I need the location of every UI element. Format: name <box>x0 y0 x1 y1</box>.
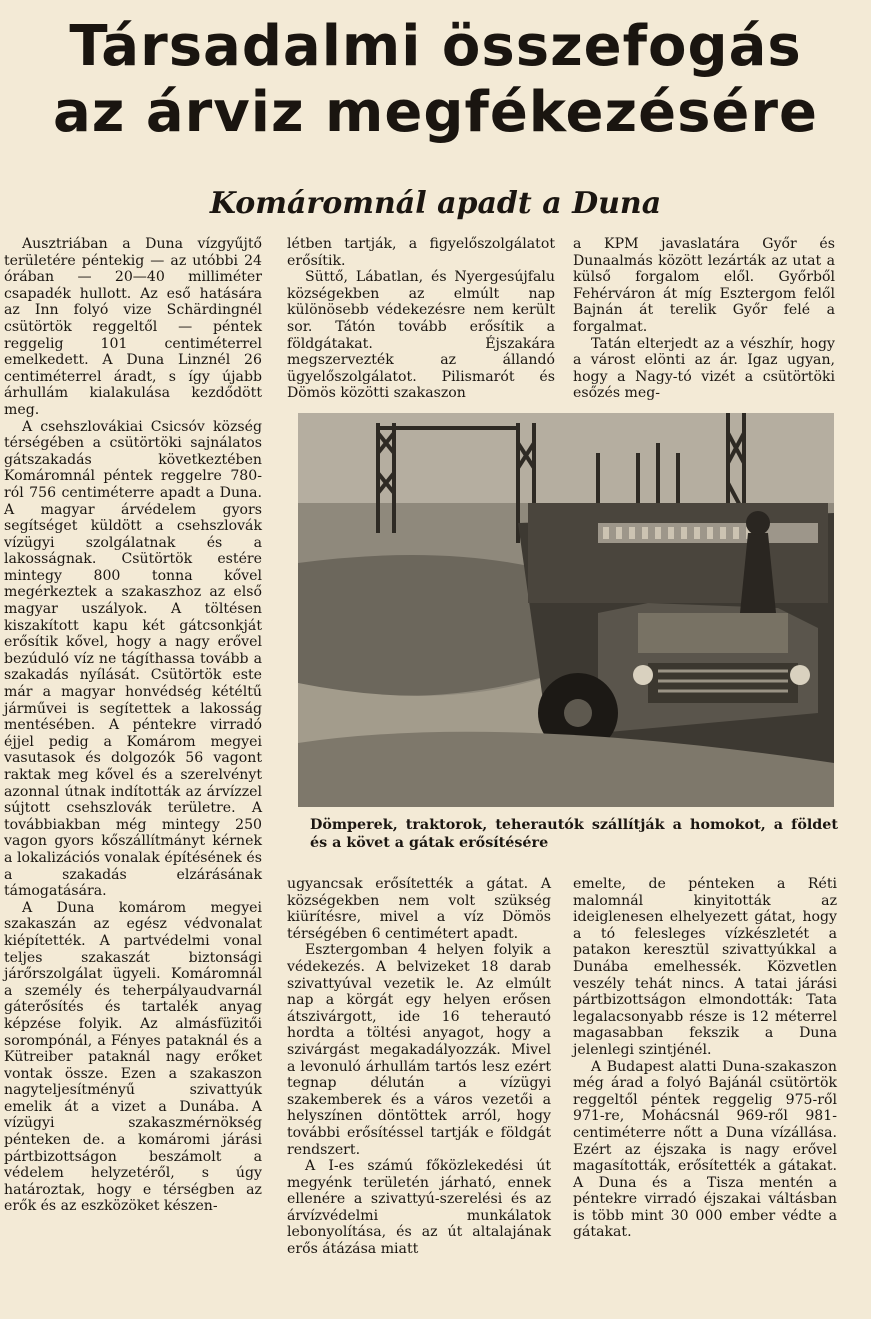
paragraph: Esztergomban 4 helyen folyik a védekezés. A belvizeket 18 darab szivattyúval vezetik le. Az elmúlt nap a körgát egy helyen erősen átszivárgott, ide 16 teherautó hordta a töltési anyagot, hogy a szivárgást megakadályozzák. Mivel a levonuló árhullám tartós lesz ezért tegnap délután a vízügyi szakemberek és a város vezetői a helyszínen döntöttek arról, hogy további erősítéssel tartják e földgát rendszert. <box>287 942 551 1158</box>
paragraph: a KPM javaslatára Győr és Dunaalmás között lezárták az utat a külső forgalom elől. Győrből Fehérváron át míg Esztergom felől Bajnán át terelik Győr felé a forgalmat. <box>573 236 835 335</box>
headline-line-1: Társadalmi összefogás <box>69 14 802 79</box>
paragraph: A Budapest alatti Duna-szakaszon még árad a folyó Bajánál csütörtök reggeltől péntek reggelig 975-ről 971-re, Mohácsnál 969-ről 981-centiméterre nőtt a Duna vízállása. Ezért az éjszaka is nagy erővel magasították, erősítették a gátakat. A Duna és a Tisza mentén a péntekre virradó éjszakai váltásban is több mint 30 000 ember védte a gátakat. <box>573 1058 837 1241</box>
photo-caption: Dömperek, traktorok, teherautók szállítják a homokot, a földet és a követ a gátak erősítésére <box>310 817 838 851</box>
headline-line-2: az árviz megfékezésére <box>52 80 819 145</box>
article-column-3-bottom <box>573 876 837 1241</box>
article-column-3-top <box>573 236 835 402</box>
paragraph: A csehszlovákiai Csicsóv község térségében a csütörtöki sajnálatos gátszakadás következtében Komáromnál péntek reggelre 780-ról 756 centiméterre apadt a Duna. A magyar árvédelem gyors segítséget küldött a csehszlovák vízügyi szolgálatnak és a lakosságnak. Csütörtök estére mintegy 800 tonna kővel megérkeztek a szakaszhoz az első magyar uszályok. A töltésen kiszakított kapu két gátcsonkját erősítik kővel, hogy a nagy erővel bezúduló víz ne tágíthassa tovább a szakadás nyílását. Csütörtök este már a magyar honvédség kétéltű járművei is segítettek a lakosság mentésében. A péntekre virradó éjjel pedig a Komárom megyei vasutasok és dolgozók 56 vagont raktak meg kővel és a szerelvényt azonnal útnak indították az árvízzel sújtott csehszlovák területre. A továbbiakban még mintegy 250 vagon gyors kőszállítmányt kérnek a lokalizációs vonalak építésének és a szakadás elzárásának támogatására. <box>4 418 262 900</box>
dump-truck-illustration <box>298 413 834 807</box>
paragraph: Süttő, Lábatlan, és Nyergesújfalu községekben az elmúlt nap különösebb védekezésre nem került sor. Tátón tovább erősítik a földgátakat. Éjszakára megszervezték az állandó ügyelőszolgálatot. Pilismarót és Dömös közötti szakaszon <box>287 269 555 402</box>
article-column-2-top <box>287 236 555 402</box>
paragraph: emelte, de pénteken a Réti malomnál kinyitották az ideiglenesen elhelyezett gátat, hogy a tó felesleges vízkészletét a patakon keresztül szivattyúkkal a Dunába emelhessék. Közvetlen veszély tehát nincs. A tatai járási pártbizottságon elmondották: Tata legalacsonyabb része is 12 méterrel magasabban fekszik a Duna jelenlegi szintjénél. <box>573 876 837 1058</box>
article-column-1 <box>4 236 262 1215</box>
paragraph: A I-es számú főközlekedési út megyénk területén járható, ennek ellenére a szivattyú-szerelési és az árvízvédelmi munkálatok lebonyolítása, és az út altalajának erős átázása miatt <box>287 1158 551 1258</box>
article-column-2-bottom <box>287 876 551 1258</box>
headline <box>0 14 871 146</box>
paragraph: létben tartják, a figyelőszolgálatot erősítik. <box>287 236 555 269</box>
subheadline: Komáromnál apadt a Duna <box>209 186 662 221</box>
paragraph: Tatán elterjedt az a vészhír, hogy a várost elönti az ár. Igaz ugyan, hogy a Nagy-tó vizét a csütörtöki esőzés meg- <box>573 335 835 402</box>
paragraph: ugyancsak erősítették a gátat. A községekben nem volt szükség kiürítésre, mivel a víz Dömös térségében 6 centimétert apadt. <box>287 876 551 942</box>
news-photo <box>298 413 834 807</box>
paragraph: A Duna komárom megyei szakaszán az egész védvonalat kiépítették. A partvédelmi vonal teljes szakaszát biztonsági járőrszolgálat ügyeli. Komáromnál a személy és teherpályaudvarnál gáterősítés és tartalék anyag képzése folyik. Az almásfüzitői sorompónál, a Fényes pataknál és a Kütreiber pataknál nagy erőket vontak össze. Ezen a szakaszon nagyteljesítményű szivattyúk emelik át a vizet a Dunába. A vízügyi szakaszmérnökség pénteken de. a komáromi járási pártbizottságon beszámolt a védelem helyzetéről, s úgy határoztak, hogy e térségben az erők és az eszközöket készen- <box>4 899 262 1215</box>
paragraph: Ausztriában a Duna vízgyűjtő területére péntekig — az utóbbi 24 órában — 20—40 milliméter csapadék hullott. Az eső hatására az Inn folyó vize Schärdingnél csütörtök reggeltől — péntek reggelig 101 centiméterrel emelkedett. A Duna Linznél 26 centiméterrel áradt, s így újabb árhullám kialakulása kezdődött meg. <box>4 236 262 418</box>
